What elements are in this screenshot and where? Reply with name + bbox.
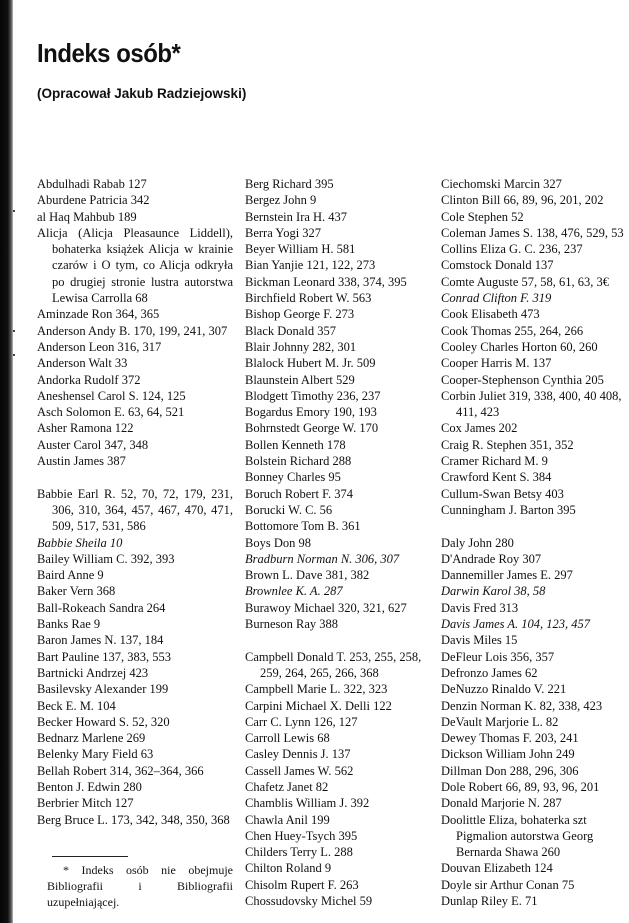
index-entry: Dunlap Riley E. 71	[441, 894, 538, 909]
index-entry: Donald Marjorie N. 287	[441, 796, 562, 811]
index-entry: Bailey William C. 392, 393	[37, 551, 175, 566]
index-entry: Carr C. Lynn 126, 127	[245, 714, 358, 729]
index-entry: Doolittle Eliza, bohaterka szt Pigmalion autorstwa Georg Bernarda Shawa 260	[441, 812, 594, 860]
index-entry: Childers Terry L. 288	[245, 845, 353, 860]
index-entry: Defronzo James 62	[441, 665, 538, 680]
index-entry: Campbell Marie L. 322, 323	[245, 682, 388, 697]
index-entry: Basilevsky Alexander 199	[37, 682, 169, 697]
index-entry: Cook Thomas 255, 264, 266	[441, 323, 584, 338]
index-entry: Chisolm Rupert F. 263	[245, 877, 359, 892]
index-entry: Berg Richard 395	[245, 177, 334, 191]
index-entry: Brownlee K. A. 287	[245, 584, 343, 599]
index-entry: Cox James 202	[441, 421, 518, 436]
index-entry: Cooper Harris M. 137	[441, 356, 552, 371]
index-entry: Campbell Donald T. 253, 255, 258, 259, 264, 265, 266, 368	[245, 649, 422, 680]
index-entry: Craig R. Stephen 351, 352	[441, 437, 574, 452]
index-entry: Bart Pauline 137, 383, 553	[37, 649, 172, 664]
index-entry: Cassell James W. 562	[245, 763, 354, 778]
index-entry: Daly John 280	[441, 535, 514, 550]
index-entry: Burneson Ray 388	[245, 617, 339, 632]
scan-speck	[13, 210, 15, 212]
index-entry: Blodgett Timothy 236, 237	[245, 388, 381, 403]
index-entry: Anderson Leon 316, 317	[37, 339, 162, 354]
index-entry: Cunningham J. Barton 395	[441, 502, 576, 517]
index-entry: D'Andrade Roy 307	[441, 551, 542, 566]
index-entry: Coleman James S. 138, 476, 529, 53	[441, 225, 624, 240]
index-entry: Ball-Rokeach Sandra 264	[37, 600, 166, 615]
index-entry: Bergez John 9	[245, 193, 317, 208]
index-entry: Cullum-Swan Betsy 403	[441, 486, 564, 501]
index-entry: Blalock Hubert M. Jr. 509	[245, 356, 376, 371]
book-binding-edge	[0, 0, 13, 923]
footnote-rule	[52, 856, 128, 857]
index-entry: Bradburn Norman N. 306, 307	[245, 551, 400, 566]
index-entry: Babbie Sheila 10	[37, 535, 123, 550]
index-entry: Borucki W. C. 56	[245, 502, 333, 517]
index-entry: Chilton Roland 9	[245, 861, 332, 876]
page-subtitle: (Opracował Jakub Radziejowski)	[37, 86, 247, 101]
index-entry: Dannemiller James E. 297	[441, 568, 573, 583]
index-column-2	[245, 176, 431, 909]
index-entry: Aminzade Ron 364, 365	[37, 307, 160, 322]
index-entry: Bolstein Richard 288	[245, 454, 352, 469]
index-entry: Crawford Kent S. 384	[441, 470, 552, 485]
index-entry: Alicja (Alicja Pleasaunce Liddell), bohaterka książek Alicja w krainie czarów i O tym, co Alicja odkryła po drugiej stronie lustra autorstwa Lewisa Carrolla 68	[37, 225, 233, 306]
index-entry: DeNuzzo Rinaldo V. 221	[441, 682, 567, 697]
index-column-1	[37, 176, 233, 828]
index-entry: Clinton Bill 66, 89, 96, 201, 202	[441, 193, 604, 208]
index-entry: Benton J. Edwin 280	[37, 779, 142, 794]
index-entry: Black Donald 357	[245, 323, 336, 338]
index-column-3	[441, 176, 629, 909]
index-entry: Casley Dennis J. 137	[245, 747, 351, 762]
index-entry: Blair Johnny 282, 301	[245, 339, 357, 354]
index-entry: Bollen Kenneth 178	[245, 437, 346, 452]
index-entry: Bohrnstedt George W. 170	[245, 421, 379, 436]
index-entry: Davis James A. 104, 123, 457	[441, 617, 591, 632]
index-entry: Carpini Michael X. Delli 122	[245, 698, 392, 713]
index-entry: Dewey Thomas F. 203, 241	[441, 731, 579, 746]
index-entry: DeFleur Lois 356, 357	[441, 649, 555, 664]
index-entry: Chen Huey-Tsych 395	[245, 828, 358, 843]
index-entry: Berg Bruce L. 173, 342, 348, 350, 368	[37, 812, 230, 827]
index-entry: Chossudovsky Michel 59	[245, 894, 373, 909]
index-entry: Cole Stephen 52	[441, 209, 524, 224]
index-entry: Anderson Walt 33	[37, 356, 128, 371]
index-entry: Babbie Earl R. 52, 70, 72, 179, 231, 306, 310, 364, 457, 467, 470, 471, 509, 517, 531, 586	[37, 486, 233, 534]
index-entry: Auster Carol 347, 348	[37, 437, 149, 452]
index-entry: Darwin Karol 38, 58	[441, 584, 546, 599]
index-entry: Collins Eliza G. C. 236, 237	[441, 242, 583, 257]
index-entry: Davis Fred 313	[441, 600, 519, 615]
index-entry: Cooley Charles Horton 60, 260	[441, 339, 598, 354]
index-entry: Ciechomski Marcin 327	[441, 177, 562, 191]
index-entry: Baker Vern 368	[37, 584, 116, 599]
index-entry: Davis Miles 15	[441, 633, 518, 648]
index-entry: Blaunstein Albert 529	[245, 372, 355, 387]
index-entry: Carroll Lewis 68	[245, 731, 330, 746]
index-entry: Chawla Anil 199	[245, 812, 330, 827]
index-entry: Boruch Robert F. 374	[245, 486, 354, 501]
index-entry: Bottomore Tom B. 361	[245, 519, 361, 534]
index-entry: Bishop George F. 273	[245, 307, 355, 322]
index-entry: Bickman Leonard 338, 374, 395	[245, 274, 407, 289]
index-entry: Corbin Juliet 319, 338, 400, 40 408, 411, 423	[441, 388, 622, 420]
index-entry: Baird Anne 9	[37, 568, 104, 583]
index-entry: Bogardus Emory 190, 193	[245, 405, 377, 420]
index-entry: Cramer Richard M. 9	[441, 454, 548, 469]
index-entry: Birchfield Robert W. 563	[245, 291, 372, 306]
index-entry: Belenky Mary Field 63	[37, 747, 154, 762]
index-entry: Bonney Charles 95	[245, 470, 341, 485]
index-entry: Aburdene Patricia 342	[37, 193, 150, 208]
index-entry: Chamblis William J. 392	[245, 796, 370, 811]
index-entry: Berra Yogi 327	[245, 225, 322, 240]
index-entry: Cooper-Stephenson Cynthia 205	[441, 372, 604, 387]
index-entry: Anderson Andy B. 170, 199, 241, 307	[37, 323, 228, 338]
page-title: Indeks osób*	[37, 38, 181, 68]
index-entry: DeVault Marjorie L. 82	[441, 714, 559, 729]
index-entry: Bartnicki Andrzej 423	[37, 665, 149, 680]
index-entry: Baron James N. 137, 184	[37, 633, 164, 648]
index-entry: Bian Yanjie 121, 122, 273	[245, 258, 376, 273]
index-entry: Bernstein Ira H. 437	[245, 209, 348, 224]
index-entry: Asher Ramona 122	[37, 421, 134, 436]
index-entry: Chafetz Janet 82	[245, 779, 329, 794]
index-entry: Dickson William John 249	[441, 747, 575, 762]
index-entry: Dole Robert 66, 89, 93, 96, 201	[441, 779, 600, 794]
scan-speck	[13, 354, 15, 356]
index-entry: Dillman Don 288, 296, 306	[441, 763, 579, 778]
index-entry: Burawoy Michael 320, 321, 627	[245, 600, 407, 615]
index-entry: Doyle sir Arthur Conan 75	[441, 877, 575, 892]
index-entry: Bednarz Marlene 269	[37, 731, 146, 746]
index-entry: Berbrier Mitch 127	[37, 796, 134, 811]
index-entry: Comstock Donald 137	[441, 258, 554, 273]
index-entry: Aneshensel Carol S. 124, 125	[37, 388, 186, 403]
index-entry: Brown L. Dave 381, 382	[245, 568, 370, 583]
footnote: * Indeks osób nie obejmuje Bibliografii i Bibliografii uzupełniającej.	[47, 863, 233, 909]
index-entry: Beyer William H. 581	[245, 242, 356, 257]
index-spacer	[441, 518, 629, 534]
index-entry: Beck E. M. 104	[37, 698, 116, 713]
index-entry: Boys Don 98	[245, 535, 311, 550]
index-entry: Conrad Clifton F. 319	[441, 291, 552, 306]
index-entry: Abdulhadi Rabab 127	[37, 177, 147, 191]
index-entry: Douvan Elizabeth 124	[441, 861, 553, 876]
index-entry: Comte Auguste 57, 58, 61, 63, 3€	[441, 274, 610, 289]
index-entry: Denzin Norman K. 82, 338, 423	[441, 698, 603, 713]
scan-speck	[13, 330, 15, 332]
index-entry: Asch Solomon E. 63, 64, 521	[37, 405, 185, 420]
index-entry: Banks Rae 9	[37, 617, 101, 632]
index-entry: Cook Elisabeth 473	[441, 307, 540, 322]
index-entry: Becker Howard S. 52, 320	[37, 714, 170, 729]
index-entry: Bellah Robert 314, 362–364, 366	[37, 763, 204, 778]
index-spacer	[245, 632, 431, 648]
index-entry: Andorka Rudolf 372	[37, 372, 141, 387]
index-entry: Austin James 387	[37, 454, 126, 469]
index-entry: al Haq Mahbub 189	[37, 209, 137, 224]
index-spacer	[37, 469, 233, 485]
